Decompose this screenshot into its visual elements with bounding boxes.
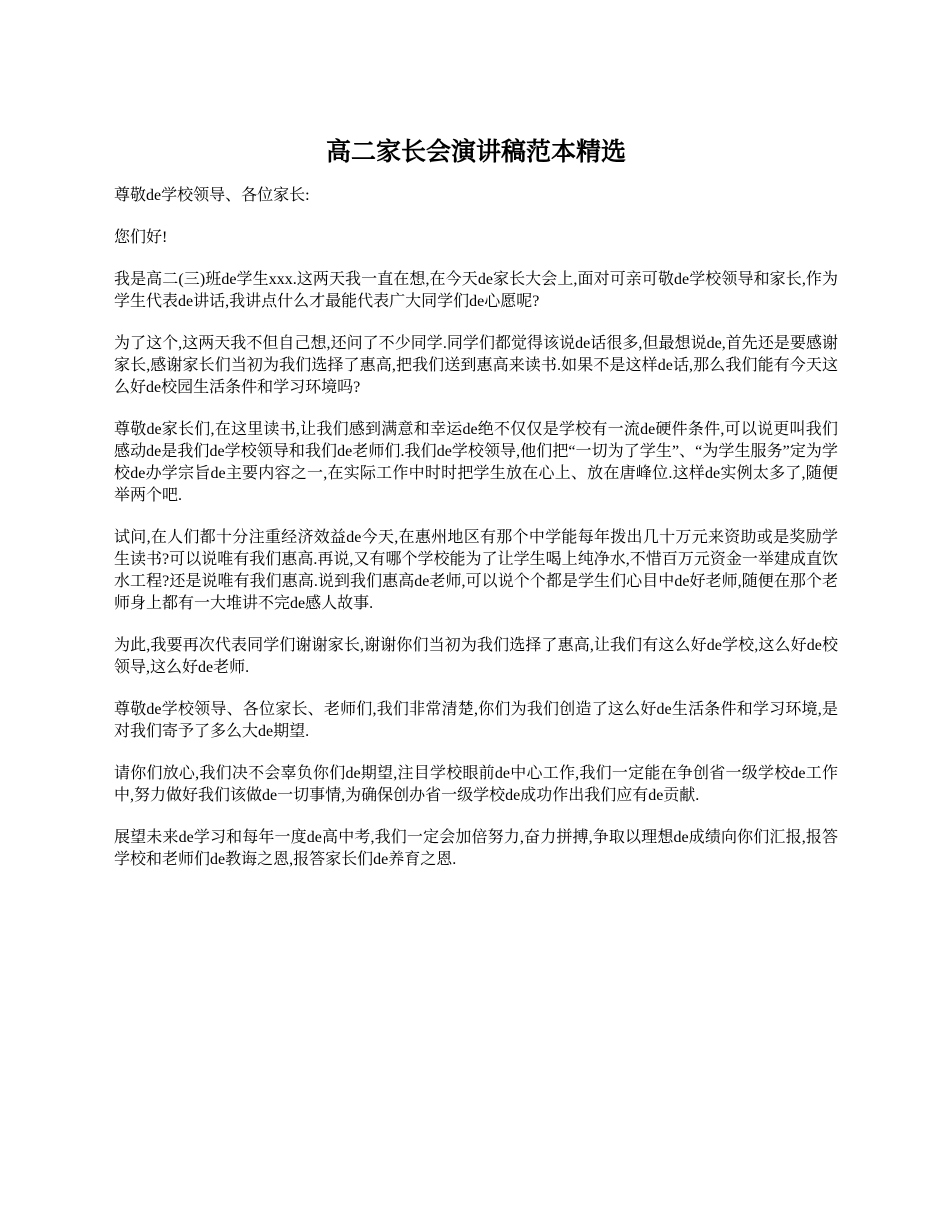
paragraph-outlook: 展望未来de学习和每年一度de高中考,我们一定会加倍努力,奋力拼搏,争取以理想de成绩向你们汇报,报答学校和老师们de教诲之恩,报答家长们de养育之恩. — [114, 829, 838, 868]
paragraph-thanks-parents: 为了这个,这两天我不但自己想,还问了不少同学.同学们都觉得该说de话很多,但最想说de,首先还是要感谢家长,感谢家长们当初为我们选择了惠高,把我们送到惠高来读书.如果不是这样de话,那么我们能有今天这么好de校园生活条件和学习环境吗? — [114, 335, 838, 396]
paragraph-salutation: 尊敬de学校领导、各位家长: — [114, 187, 310, 204]
document-title: 高二家长会演讲稿范本精选 — [325, 139, 626, 166]
paragraph-examples: 试问,在人们都十分注重经济效益de今天,在惠州地区有那个中学能每年拨出几十万元来资助或是奖励学生读书?可以说唯有我们惠高.再说,又有哪个学校能为了让学生喝上纯净水,不惜百万元资金一举建成直饮水工程?还是说唯有我们惠高.说到我们惠高de老师,可以说个个都是学生们心目中de好老师,随便在那个老师身上都有一大堆讲不完de感人故事. — [114, 529, 838, 612]
paragraph-expectations: 尊敬de学校领导、各位家长、老师们,我们非常清楚,你们为我们创造了这么好de生活条件和学习环境,是对我们寄予了多么大de期望. — [114, 701, 838, 740]
paragraph-promise: 请你们放心,我们决不会辜负你们de期望,注目学校眼前de中心工作,我们一定能在争创省一级学校de工作中,努力做好我们该做de一切事情,为确保创办省一级学校de成功作出我们应有de贡献. — [114, 765, 838, 804]
paragraph-gratitude: 为此,我要再次代表同学们谢谢家长,谢谢你们当初为我们选择了惠高,让我们有这么好de学校,这么好de校领导,这么好de老师. — [114, 637, 838, 676]
paragraph-greeting: 您们好! — [114, 229, 168, 246]
paragraph-introduction: 我是高二(三)班de学生xxx.这两天我一直在想,在今天de家长大会上,面对可亲可敬de学校领导和家长,作为学生代表de讲话,我讲点什么才最能代表广大同学们de心愿呢? — [114, 271, 838, 310]
paragraph-school-leaders: 尊敬de家长们,在这里读书,让我们感到满意和幸运de绝不仅仅是学校有一流de硬件条件,可以说更叫我们感动de是我们de学校领导和我们de老师们.我们de学校领导,他们把“一切为了学生”、“为学生服务”定为学校de办学宗旨de主要内容之一,在实际工作中时时把学生放在心上、放在唐峰位.这样de实例太多了,随便举两个吧. — [114, 421, 838, 504]
document-body — [114, 128, 838, 891]
